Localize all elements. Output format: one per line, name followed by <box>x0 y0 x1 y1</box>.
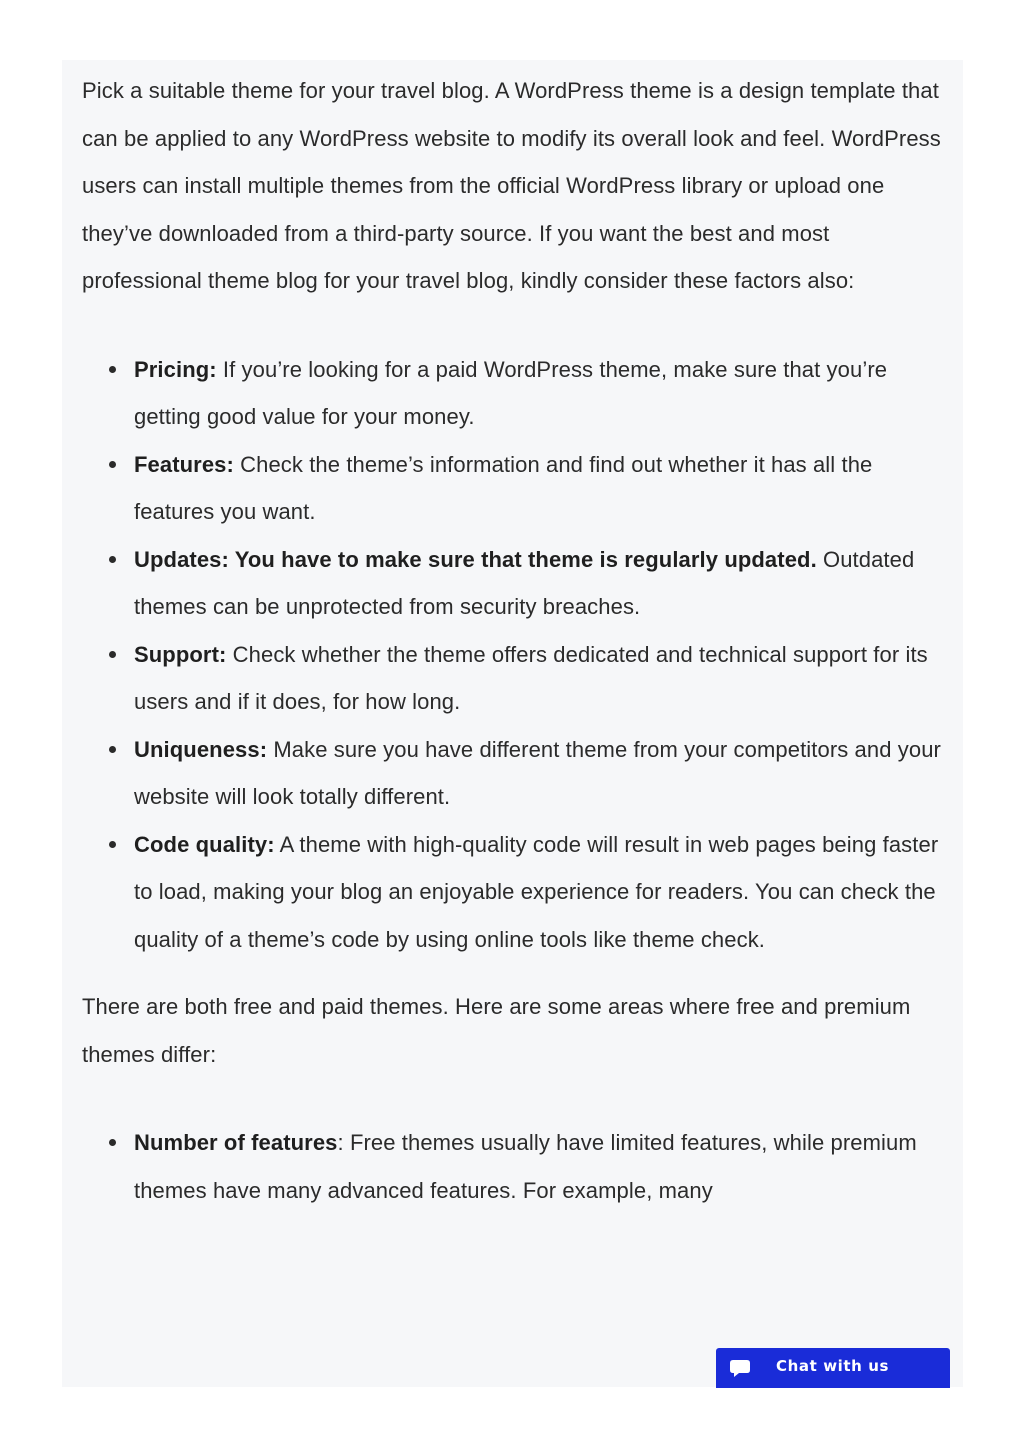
theme-differences-list <box>82 1119 947 1214</box>
list-item-term: Uniqueness: <box>134 736 268 762</box>
list-item-term: Features: <box>134 451 234 477</box>
list-item <box>134 631 947 726</box>
free-vs-premium-paragraph: There are both free and paid themes. Here are some areas where free and premium themes differ: <box>82 994 911 1067</box>
list-item <box>134 536 947 631</box>
chat-with-us-button[interactable] <box>716 1348 950 1388</box>
list-item-term: Code quality: <box>134 831 275 857</box>
list-item-text: Make sure you have different theme from your competitors and your website will look totally different. <box>134 736 941 809</box>
list-item <box>134 821 947 964</box>
chat-button-label: Chat with us <box>776 1357 890 1375</box>
chat-bubble-icon <box>729 1357 751 1379</box>
list-item-term: Updates: You have to make sure that theme is regularly updated. <box>134 546 817 572</box>
list-item-text: If you’re looking for a paid WordPress theme, make sure that you’re getting good value for your money. <box>134 356 888 429</box>
list-item <box>134 1119 947 1214</box>
list-item-term: Pricing: <box>134 356 217 382</box>
list-item-term: Support: <box>134 641 227 667</box>
list-item <box>134 441 947 536</box>
list-item <box>134 346 947 441</box>
list-item-text: Check whether the theme offers dedicated and technical support for its users and if it does, for how long. <box>134 641 928 714</box>
list-item-text: Outdated themes can be unprotected from security breaches. <box>134 546 915 619</box>
article-card <box>62 60 963 1387</box>
list-item <box>134 726 947 821</box>
list-item-text: : Free themes usually have limited features, while premium themes have many advanced features. For example, many <box>134 1130 917 1203</box>
list-item-term: Number of features <box>134 1130 338 1155</box>
intro-paragraph: Pick a suitable theme for your travel blog. A WordPress theme is a design template that can be applied to any WordPress website to modify its overall look and feel. WordPress users can install multiple themes from the official WordPress library or upload one they’ve downloaded from a third-party source. If you want the best and most professional theme blog for your travel blog, kindly consider these factors also: <box>82 78 941 293</box>
article-content <box>82 60 947 1214</box>
list-item-text: A theme with high-quality code will result in web pages being faster to load, making your blog an enjoyable experience for readers. You can check the quality of a theme’s code by using online tools like theme check. <box>134 831 939 952</box>
theme-factors-list <box>82 346 947 964</box>
list-item-text: Check the theme’s information and find out whether it has all the features you want. <box>134 451 873 524</box>
